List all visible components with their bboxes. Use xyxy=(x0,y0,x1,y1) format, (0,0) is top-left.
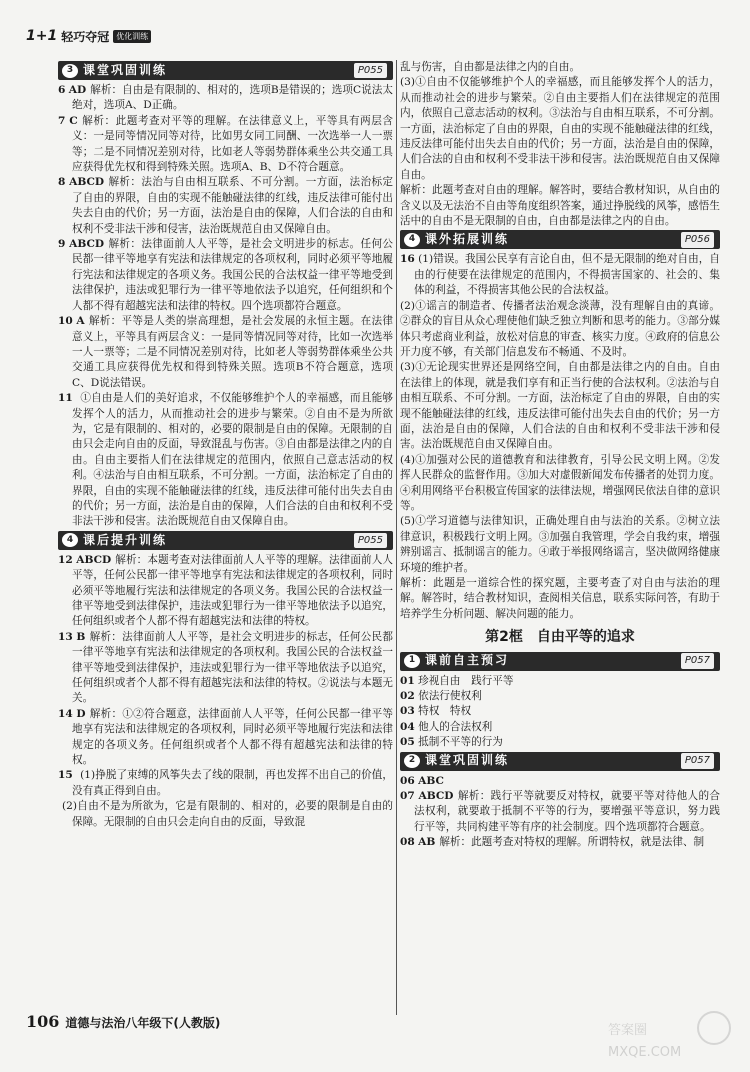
answer-item: 07 ABCD 解析：践行平等就要反对特权，就要平等对待他人的合法权利，就要敢于抵制不平等的行为，要增强平等意识，努力践行平等，共同构建平等有序的社会制度。四个选项都符合题意。 xyxy=(400,790,720,833)
section-title: 课堂巩固训练 xyxy=(83,62,168,77)
brand-name: 轻巧夺冠 xyxy=(61,29,110,44)
answer-item: 15 (1)挣脱了束缚的风筝失去了线的限制，再也发挥不出自己的价值，没有真正得到自由。 xyxy=(58,769,393,797)
section-page-ref: P055 xyxy=(354,63,387,78)
answer-item: (3)①无论现实世界还是网络空间，自由都是法律之内的自由。自由在法律上的体现，就是我们享有和正当行使的合法权利。②法治与自由相互联系、不可分割。一方面，法治标定了自由的界限，自由的实现不能触碰法律的红线，违反法律可能付出失去自由的代价；另一方面，法治是自由的保障，人们合法的自由和权利不受非法干涉和侵害。法治既规范自由又保障自由。 xyxy=(400,361,720,451)
column-divider xyxy=(396,60,397,1015)
watermark-logo xyxy=(602,1008,742,1064)
page-header xyxy=(26,26,151,46)
answer-item: 10 A 解析：平等是人类的崇高理想，是社会发展的永恒主题。在法律意义上，平等具有两层含义：一是同等情况同等对待，比如一次选举一人一票等；二是不同情况差别对待，比如老人等弱势群体乘坐公共交通工具应获得优先权和得到特殊关照。选项B不符合题意，选项C、D说法错误。 xyxy=(58,315,394,389)
answer-item: (2)自由不是为所欲为，它是有限制的、相对的，必要的限制是自由的保障。无限制的自由只会走向自由的反面，导致混 xyxy=(62,800,393,828)
list-item: 05 抵制不平等的行为 xyxy=(400,736,503,749)
section-number-icon: 3 xyxy=(62,64,78,78)
answer-item: 7 C 解析：此题考查对平等的理解。在法律意义上，平等具有两层含义：一是同等情况同等对待，比如男女同工同酬、一次选举一人一票等；二是不同情况差别对待，比如老人等弱势群体乘坐公共交通工具应获得优先权和得到特殊关照。选项A、B、D不符合题意。 xyxy=(58,114,394,174)
section-page-ref: P055 xyxy=(354,533,387,548)
section-header-outside xyxy=(400,230,720,249)
answer-item: 8 ABCD 解析：法治与自由相互联系、不可分割。一方面，法治标定了自由的界限，自由的实现不能触碰法律的红线，违反法律可能付出失去自由的代价；另一方面，法治是自由的保障，人们合法的自由和权利不受非法干涉和侵害，法治既规范自由又保障自由。 xyxy=(58,176,393,235)
section-page-ref: P056 xyxy=(681,232,714,247)
right-column xyxy=(400,60,720,851)
analysis-text: 解析：此题是一道综合性的探究题，主要考查了对自由与法治的理解。解答时，结合教材知识，查阅相关信息，联系实际问答，有助于培养学生分析问题、解决问题的能力。 xyxy=(400,577,720,620)
continuation-text: 乱与伤害，自由都是法律之内的自由。 xyxy=(400,61,581,73)
book-title: 道德与法治八年级下(人教版) xyxy=(65,1016,221,1030)
section-page-ref: P057 xyxy=(681,753,714,768)
page-number: 106 xyxy=(26,1012,60,1031)
continuation-text: (3)①自由不仅能够维护个人的幸福感，而且能够发挥个人的活力，从而推动社会的进步与繁荣。②自由主要指人们在法律规定的范围内，依照自己意志活动的权利。③法治与自由相互联系，不可分割。一方面，法治标定了自由的界限，自由的实现不能触碰法律的红线，违反法律可能付出失去自由的代价；另一方面，法治是自由的保障，人们合法的自由和权利不受非法干涉和侵害。法治既规范自由又保障自由。 xyxy=(400,76,720,181)
section-title: 课堂巩固训练 xyxy=(425,753,510,768)
section-title: 课后提升训练 xyxy=(83,532,168,547)
answer-item: 9 ABCD 解析：法律面前人人平等，是社会文明进步的标志。任何公民都一律平等地享有宪法和法律规定的各项权利，同时必须平等地履行宪法和法律规定的各项义务。我国公民的合法权益一律平等地受到法律保护，违法或犯罪行为一律平等地依法予以追究，任何组织和个人都不得有超越宪法和法律的特权。四个选项都符合题意。 xyxy=(58,238,393,312)
left-column xyxy=(58,60,393,830)
watermark-circle-icon xyxy=(698,1012,730,1044)
list-item: 01 珍视自由 践行平等 xyxy=(400,674,514,687)
answer-item: 6 AD 解析：自由是有限制的、相对的，选项B是错误的；选项C说法太绝对，选项A、D正确。 xyxy=(58,84,393,112)
page-footer xyxy=(26,1012,220,1031)
list-item: 02 依法行使权利 xyxy=(400,690,482,703)
section-title: 课前自主预习 xyxy=(425,653,510,668)
section-number-icon: 4 xyxy=(404,233,420,247)
answer-item: 06 ABC xyxy=(400,774,444,787)
section-header-classroom-2 xyxy=(400,752,720,771)
watermark-line1: 答案圈 xyxy=(608,1023,648,1038)
section-header-preview xyxy=(400,652,720,671)
list-item: 03 特权 特权 xyxy=(400,705,472,718)
section-title: 课外拓展训练 xyxy=(425,232,510,247)
answer-item: 16 (1)错误。我国公民享有言论自由，但不是无限制的绝对自由，自由的行使要在法律规定的范围内，不得损害国家的、社会的、集体的利益，不得损害其他公民的合法权益。 xyxy=(400,253,720,297)
answer-item: (4)①加强对公民的道德教育和法律教育，引导公民文明上网。②发挥人民群众的监督作用。③加大对虚假新闻发布传播者的处罚力度。④利用网络平台积极宣传国家的法律法规，增强网民依法自律的意识等。 xyxy=(400,453,720,512)
subsection-title: 第2框 自由平等的追求 xyxy=(485,629,635,646)
section-header-after-class xyxy=(58,531,393,550)
section-number-icon: 4 xyxy=(62,533,78,547)
answer-item: 13 B 解析：法律面前人人平等，是社会文明进步的标志，任何公民都一律平等地享有宪法和法律规定的各项权利。我国公民的合法权益一律平等地受到法律保护，违法或犯罪行为一律平等地依法予以追究，任何组织或者个人都不得有超越宪法和法律的特权。②说法与本题无关。 xyxy=(58,630,393,705)
brand-mark: 1+1 xyxy=(26,28,58,44)
section-header-classroom xyxy=(58,61,393,80)
list-item: 04 他人的合法权利 xyxy=(400,720,493,733)
answer-item: (5)①学习道德与法律知识，正确处理自由与法治的关系。②树立法律意识，积极践行文明上网。③加强自我管理，学会自我约束，增强辨别谣言、抵制谣言的能力。④敢于举报网络谣言，坚决做网络健康环境的维护者。 xyxy=(400,515,720,574)
answer-item: 14 D 解析：①②符合题意，法律面前人人平等，任何公民都一律平等地享有宪法和法律规定的各项权利，同时必须平等地履行宪法和法律规定的各项义务。任何组织或者个人都不得有超越宪法和法律的特权。 xyxy=(58,707,394,767)
section-number-icon: 2 xyxy=(404,754,420,768)
watermark-line2: MXQE.COM xyxy=(608,1045,682,1060)
answer-item: (2)①谣言的制造者、传播者法治观念淡薄，没有理解自由的真谛。②群众的盲目从众心理使他们缺乏独立判断和思考的能力。③部分媒体只考虑商业利益，放松对信息的审查、核实力度。④政府的信息公开力度不够，有关部门信息发布不畅通、不及时。 xyxy=(400,299,720,358)
analysis-text: 解析：此题考查对自由的理解。解答时，要结合教材知识，从自由的含义以及无法治不自由等角度组织答案，通过挣脱线的风筝，感悟生活中的自由不是无限制的自由，自由都是法律之内的自由。 xyxy=(400,184,720,228)
answer-item: 11 ①自由是人们的美好追求，不仅能够维护个人的幸福感，而且能够发挥个人的活力，从而推动社会的进步与繁荣。②自由不是为所欲为，它是有限制的、相对的，必要的限制是自由的保障。无限制的自由只会走向自由的反面，导致混乱与伤害。③自由都是法律之内的自由。自由主要指人们在法律规定的范围内，依照自己意志活动的权利。④法治与自由相互联系，不可分割。一方面，法治标定了自由的界限，自由的实现不能触碰法律的红线，违反法律可能付出失去自由的代价；另一方面，法治是自由的保障，人们合法的自由和权利不受非法干涉和侵害。法治既规范自由又保障自由。 xyxy=(58,392,393,528)
section-page-ref: P057 xyxy=(681,653,714,668)
section-number-icon: 1 xyxy=(404,654,420,668)
answer-item: 08 AB 解析：此题考查对特权的理解。所谓特权，就是法律、制 xyxy=(400,836,705,849)
answer-item: 12 ABCD 解析：本题考查对法律面前人人平等的理解。法律面前人人平等，任何公民都一律平等地享有宪法和法律规定的各项权利，同时必须平等地履行宪法和法律规定的各项义务。我国公民的合法权益一律平等地受到法律保护，违法或犯罪行为一律平等地依法予以追究，任何组织或者个人都不得有超越宪法和法律的特权。 xyxy=(58,553,394,628)
brand-subtitle: 优化训练 xyxy=(113,30,151,43)
